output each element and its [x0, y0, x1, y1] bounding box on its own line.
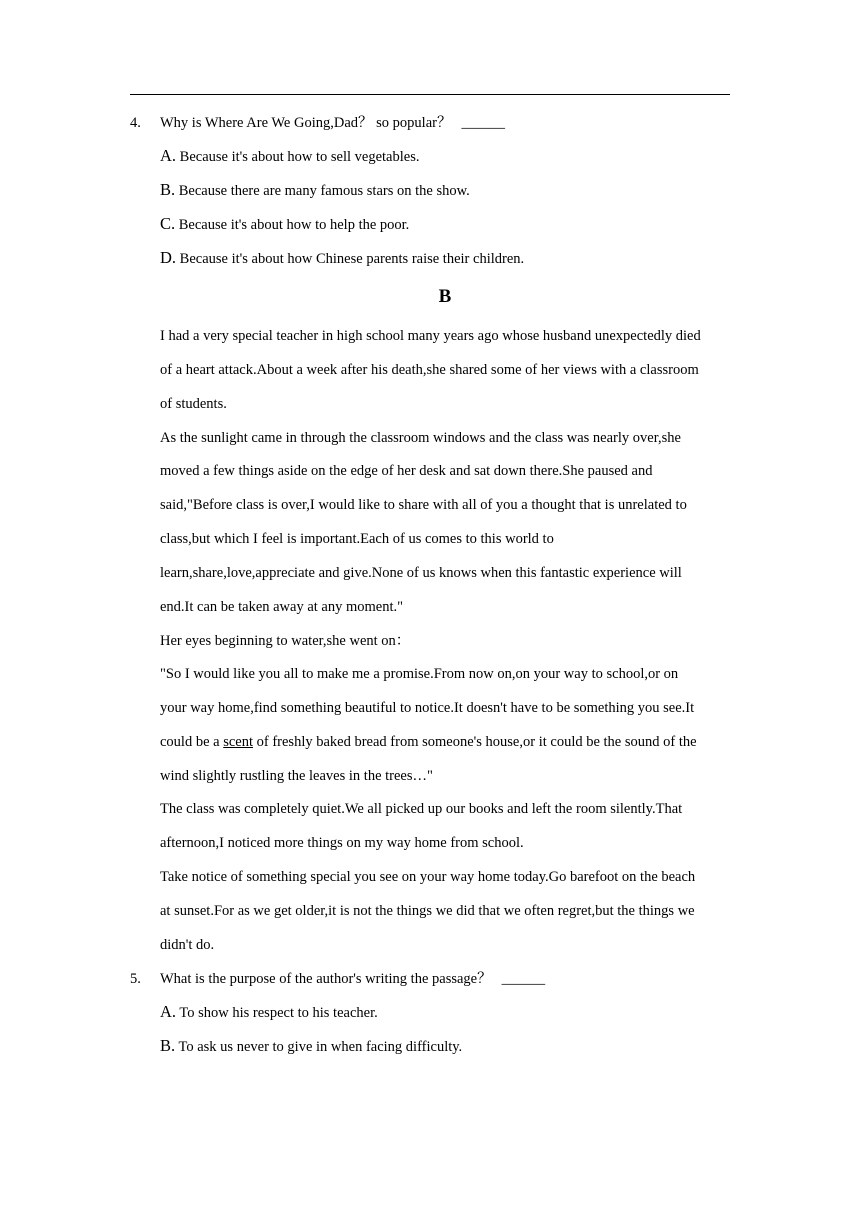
passage-line: of a heart attack.About a week after his death,she shared some of her views with a classroom: [160, 362, 699, 378]
header-rule: [130, 94, 730, 95]
passage-line-scent: [160, 733, 697, 751]
passage-line: didn't do.: [160, 937, 215, 953]
option-text: Because it's about how Chinese parents raise their children.: [176, 251, 525, 267]
option-letter: B.: [160, 1036, 176, 1055]
passage-line: As the sunlight came in through the classroom windows and the class was nearly over,she: [160, 430, 681, 446]
section-title: B: [438, 286, 452, 307]
passage-line: said,"Before class is over,I would like to share with all of you a thought that is unrelated to: [160, 497, 687, 513]
passage-line: The class was completely quiet.We all picked up our books and left the room silently.That: [160, 801, 683, 817]
question-4-text: Why is Where Are We Going,Dad？ so popular？: [160, 115, 452, 131]
passage-line: Take notice of something special you see on your way home today.Go barefoot on the beach: [160, 869, 696, 885]
passage-line: wind slightly rustling the leaves in the trees…": [160, 768, 433, 784]
question-4-option-d[interactable]: [160, 249, 524, 268]
option-text: Because it's about how to sell vegetables.: [176, 149, 420, 165]
question-4-option-a[interactable]: [160, 147, 419, 166]
question-5-number: 5.: [130, 971, 141, 987]
question-4-option-c[interactable]: [160, 215, 409, 234]
question-4-option-b[interactable]: [160, 181, 470, 200]
passage-line: I had a very special teacher in high school many years ago whose husband unexpectedly died: [160, 328, 701, 344]
option-text: To show his respect to his teacher.: [176, 1005, 378, 1021]
passage-line: learn,share,love,appreciate and give.None of us knows when this fantastic experience will: [160, 565, 682, 581]
question-5-blank: ______: [501, 971, 546, 987]
scent-line-before: could be a: [160, 734, 224, 750]
passage-line: "So I would like you all to make me a promise.From now on,on your way to school,or on: [160, 666, 679, 682]
option-text: Because it's about how to help the poor.: [175, 217, 410, 233]
option-text: Because there are many famous stars on the show.: [175, 183, 470, 199]
option-letter: D.: [160, 248, 177, 267]
passage-line: class,but which I feel is important.Each of us comes to this world to: [160, 531, 554, 547]
passage-line: afternoon,I noticed more things on my way home from school.: [160, 835, 524, 851]
question-5-option-a[interactable]: [160, 1003, 378, 1022]
question-5-stem: [160, 970, 545, 988]
passage-line: end.It can be taken away at any moment.": [160, 599, 404, 615]
passage-line: moved a few things aside on the edge of her desk and sat down there.She paused and: [160, 463, 653, 479]
passage-line: of students.: [160, 396, 227, 412]
option-letter: A.: [160, 146, 177, 165]
option-letter: B.: [160, 180, 176, 199]
question-5-option-b[interactable]: [160, 1037, 462, 1056]
question-4-number: 4.: [130, 115, 141, 131]
underlined-word-scent: scent: [223, 734, 254, 750]
option-letter: C.: [160, 214, 176, 233]
passage-line: at sunset.For as we get older,it is not the things we did that we often regret,but the things we: [160, 903, 695, 919]
scent-line-after: of freshly baked bread from someone's house,or it could be the sound of the: [253, 734, 697, 750]
question-4-blank: ______: [461, 115, 505, 131]
question-4-stem: [160, 114, 505, 132]
passage-line: Her eyes beginning to water,she went on：: [160, 633, 411, 649]
option-text: To ask us never to give in when facing difficulty.: [175, 1039, 463, 1055]
passage-line: your way home,find something beautiful to notice.It doesn't have to be something you see.It: [160, 700, 695, 716]
question-5-text: What is the purpose of the author's writing the passage？: [160, 971, 492, 987]
option-letter: A.: [160, 1002, 177, 1021]
